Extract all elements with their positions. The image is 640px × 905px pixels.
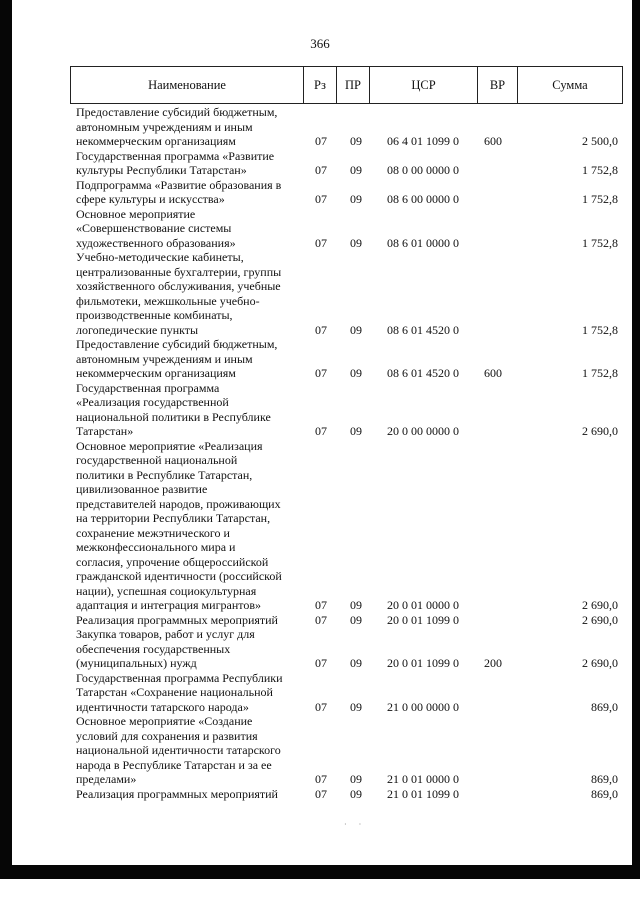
row-csr: 08 0 00 0000 0 xyxy=(387,163,459,177)
row-vr: 200 xyxy=(484,656,502,670)
row-sum: 2 690,0 xyxy=(582,656,618,670)
row-sum: 869,0 xyxy=(591,772,618,786)
row-vr: 600 xyxy=(484,366,502,380)
row-rz: 07 xyxy=(315,699,327,714)
table-row xyxy=(0,381,640,439)
row-rz: 07 xyxy=(315,612,327,627)
table-body xyxy=(0,105,640,801)
table-row xyxy=(0,337,640,381)
row-rz: 07 xyxy=(315,598,327,612)
row-csr: 20 0 01 1099 0 xyxy=(387,656,459,670)
row-vr: 600 xyxy=(484,134,502,148)
row-name: Закупка товаров, работ и услуг для обеспечения государственных (муниципальных) нужд xyxy=(76,627,255,670)
table-row xyxy=(0,105,640,149)
row-rz: 07 xyxy=(315,786,327,801)
page-number: 366 xyxy=(310,36,330,51)
column-header-sum: Сумма xyxy=(518,67,623,104)
row-sum: 1 752,8 xyxy=(582,235,618,250)
row-name: Государственная программа «Развитие культуры Республики Татарстан» xyxy=(76,148,275,177)
row-rz: 07 xyxy=(315,163,327,177)
table-row xyxy=(0,787,640,802)
row-csr: 21 0 01 1099 0 xyxy=(387,786,459,801)
row-rz: 07 xyxy=(315,134,327,148)
row-rz: 07 xyxy=(315,192,327,206)
row-csr: 21 0 00 0000 0 xyxy=(387,699,459,714)
row-rz: 07 xyxy=(315,322,327,337)
row-pr: 09 xyxy=(350,699,362,714)
column-header-rz: Рз xyxy=(304,67,337,104)
table-header xyxy=(70,66,623,104)
row-csr: 08 6 00 0000 0 xyxy=(387,192,459,206)
scan-specks: · · xyxy=(344,820,362,829)
scan-margin-bottom xyxy=(0,879,640,905)
row-name: Реализация программных мероприятий xyxy=(76,612,278,627)
row-sum: 2 690,0 xyxy=(582,424,618,438)
row-rz: 07 xyxy=(315,772,327,786)
table-row xyxy=(0,627,640,671)
table-row xyxy=(0,671,640,715)
row-pr: 09 xyxy=(350,366,362,380)
row-csr: 20 0 01 1099 0 xyxy=(387,612,459,627)
row-pr: 09 xyxy=(350,772,362,786)
row-name: Государственная программа Республики Татарстан «Сохранение национальной идентичности татарского народа» xyxy=(76,670,283,714)
row-rz: 07 xyxy=(315,235,327,250)
table-row xyxy=(0,178,640,207)
column-header-name: Наименование xyxy=(71,67,304,104)
row-pr: 09 xyxy=(350,192,362,206)
table-row xyxy=(0,207,640,251)
table-row xyxy=(0,613,640,628)
row-pr: 09 xyxy=(350,134,362,148)
row-pr: 09 xyxy=(350,424,362,438)
row-pr: 09 xyxy=(350,598,362,612)
column-header-vr: ВР xyxy=(478,67,518,104)
row-csr: 08 6 01 4520 0 xyxy=(387,366,459,380)
row-csr: 20 0 00 0000 0 xyxy=(387,424,459,438)
row-sum: 1 752,8 xyxy=(582,192,618,206)
row-sum: 869,0 xyxy=(591,699,618,714)
row-pr: 09 xyxy=(350,612,362,627)
column-header-csr: ЦСР xyxy=(370,67,478,104)
table-row xyxy=(0,714,640,787)
row-pr: 09 xyxy=(350,322,362,337)
row-rz: 07 xyxy=(315,424,327,438)
table-row xyxy=(0,149,640,178)
row-csr: 06 4 01 1099 0 xyxy=(387,134,459,148)
row-sum: 2 690,0 xyxy=(582,598,618,612)
row-name: Реализация программных мероприятий xyxy=(76,786,278,801)
row-name: Предоставление субсидий бюджетным, автономным учреждениям и иным некоммерческим организациям xyxy=(76,105,278,148)
row-name: Основное мероприятие «Создание условий для сохранения и развития национальной идентичности татарского народа в Республике Татарстан и за ее пределами» xyxy=(76,714,281,786)
row-sum: 1 752,8 xyxy=(582,163,618,177)
row-name: Государственная программа «Реализация государственной национальной политики в Республике Татарстан» xyxy=(76,380,271,438)
row-sum: 2 690,0 xyxy=(582,612,618,627)
row-sum: 1 752,8 xyxy=(582,322,618,337)
table-row xyxy=(0,439,640,613)
column-header-pr: ПР xyxy=(337,67,370,104)
row-csr: 08 6 01 0000 0 xyxy=(387,235,459,250)
row-pr: 09 xyxy=(350,786,362,801)
row-csr: 20 0 01 0000 0 xyxy=(387,598,459,612)
row-sum: 2 500,0 xyxy=(582,134,618,148)
row-pr: 09 xyxy=(350,163,362,177)
scan-border-bottom xyxy=(0,865,640,879)
row-pr: 09 xyxy=(350,235,362,250)
row-name: Подпрограмма «Развитие образования в сфере культуры и искусства» xyxy=(76,177,282,206)
row-sum: 869,0 xyxy=(591,786,618,801)
row-pr: 09 xyxy=(350,656,362,670)
row-name: Предоставление субсидий бюджетным, автономным учреждениям и иным некоммерческим организациям xyxy=(76,337,278,380)
row-csr: 08 6 01 4520 0 xyxy=(387,322,459,337)
table-row xyxy=(0,250,640,337)
row-csr: 21 0 01 0000 0 xyxy=(387,772,459,786)
row-name: Основное мероприятие «Совершенствование системы художественного образования» xyxy=(76,206,236,250)
row-name: Учебно-методические кабинеты, централизованные бухгалтерии, группы хозяйственного обслуживания, учебные фильмотеки, межшкольные учебно- производственные комбинаты, логопедические пункты xyxy=(76,250,282,337)
row-rz: 07 xyxy=(315,656,327,670)
row-sum: 1 752,8 xyxy=(582,366,618,380)
row-rz: 07 xyxy=(315,366,327,380)
row-name: Основное мероприятие «Реализация государственной национальной политики в Республике Татарстан, цивилизованное развитие представителей народов, проживающих на территории Республики Татарстан, сохранение межэтнического и межконфессионального мира и согласия, упрочение общероссийской гражданской идентичности (российской нации), успешная социокультурная адаптация и интеграция мигрантов» xyxy=(76,438,282,612)
